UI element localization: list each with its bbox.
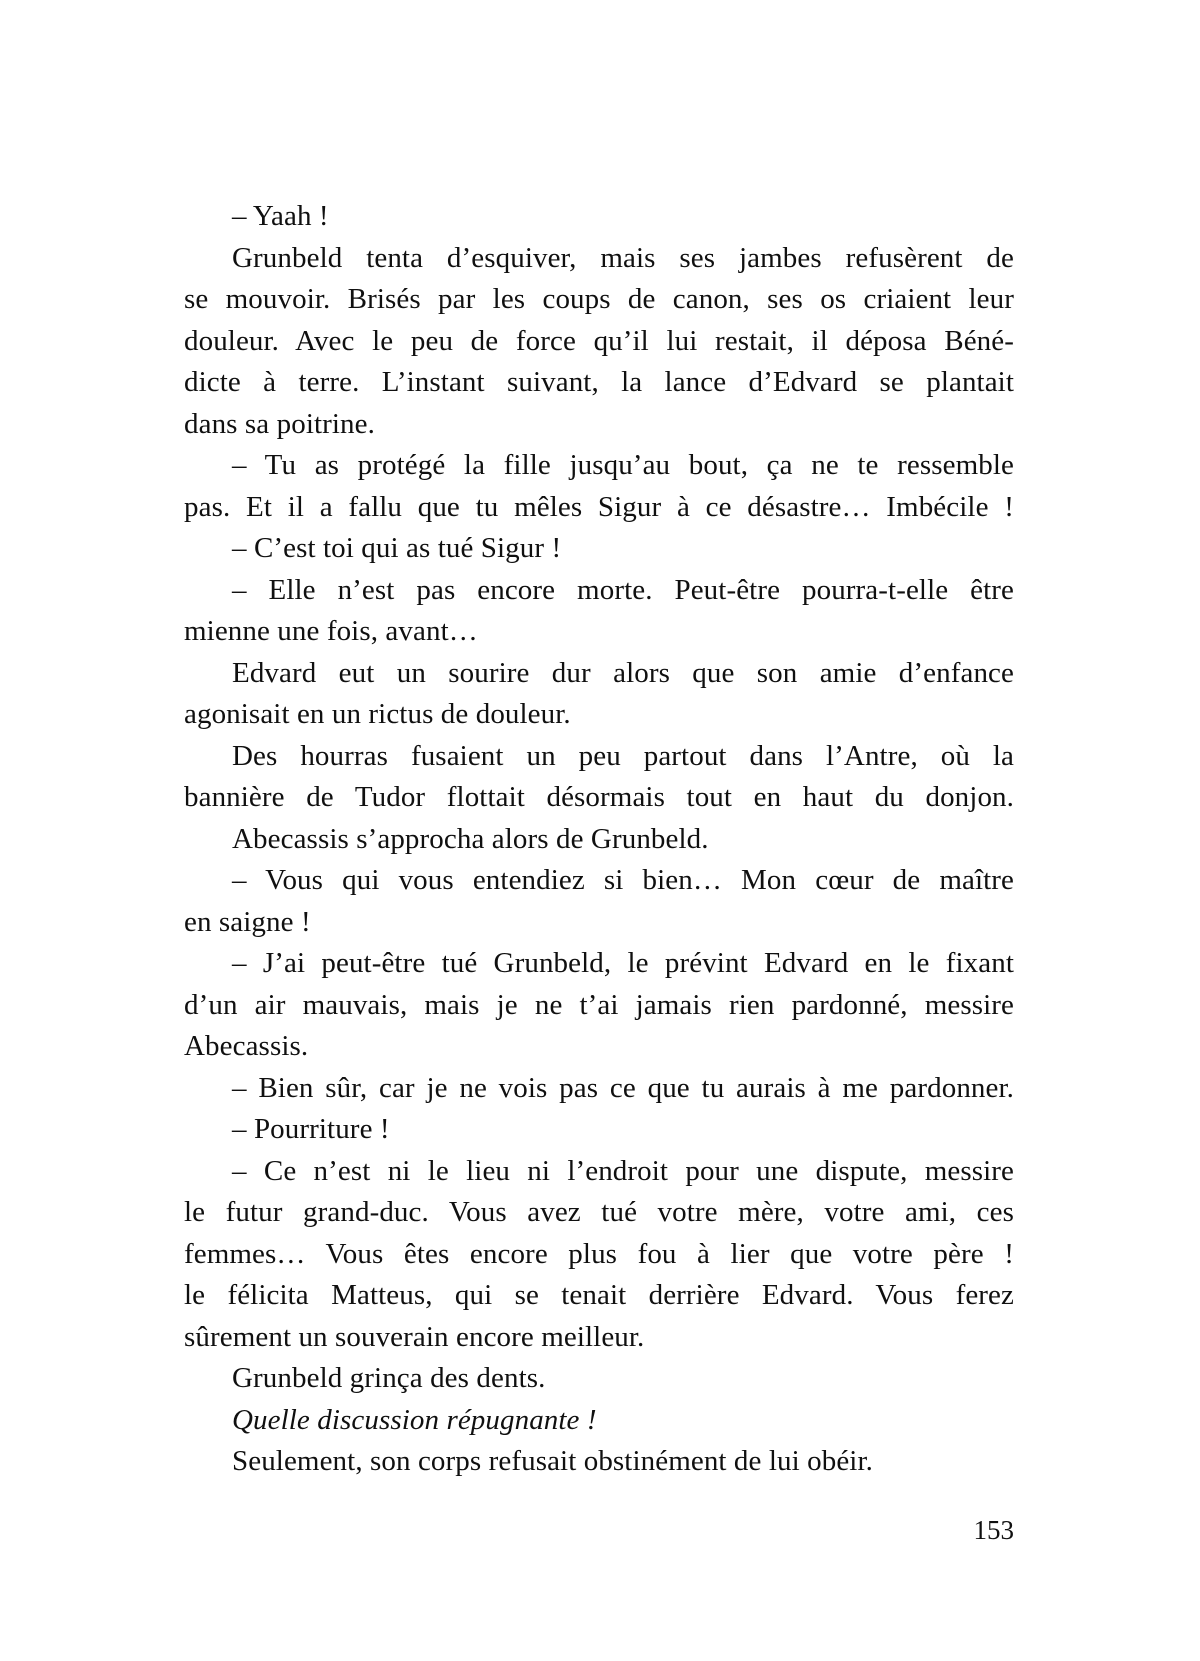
paragraph	[184, 1109, 1014, 1151]
text-line: pas. Et il a fallu que tu mêles Sigur à ce désastre… Imbécile !	[184, 490, 1014, 523]
text-line: sûrement un souverain encore meilleur.	[184, 1320, 645, 1353]
text-line: – Tu as protégé la fille jusqu’au bout, ça ne te ressemble	[232, 449, 1014, 481]
text-line: Grunbeld tenta d’esquiver, mais ses jambes refusèrent de	[232, 241, 1014, 274]
text-line: bannière de Tudor flottait désormais tout en haut du donjon.	[184, 781, 1014, 813]
text-line: le félicita Matteus, qui se tenait derrière Edvard. Vous ferez	[184, 1279, 1014, 1311]
text-line: – J’ai peut-être tué Grunbeld, le prévint Edvard en le fixant	[232, 947, 1014, 979]
text-line: dicte à terre. L’instant suivant, la lance d’Edvard se plantait	[184, 366, 1014, 398]
text-line: agonisait en un rictus de douleur.	[184, 698, 571, 730]
text-line: Des hourras fusaient un peu partout dans l’Antre, où la	[232, 739, 1014, 772]
paragraph	[184, 653, 1014, 736]
text-line: Abecassis.	[184, 1030, 309, 1062]
page-text	[184, 196, 1014, 1483]
text-line: Grunbeld grinça des dents.	[232, 1362, 546, 1394]
paragraph	[184, 445, 1014, 528]
paragraph	[184, 1441, 1014, 1483]
text-line: le futur grand-duc. Vous avez tué votre mère, votre ami, ces	[184, 1196, 1014, 1228]
text-line: d’un air mauvais, mais je ne t’ai jamais rien pardonné, messire	[184, 988, 1014, 1021]
paragraph	[184, 196, 1014, 238]
paragraph	[184, 1358, 1014, 1400]
text-line: se mouvoir. Brisés par les coups de canon, ses os criaient leur	[184, 283, 1014, 315]
text-line: – Yaah !	[232, 200, 329, 232]
text-line: – Vous qui vous entendiez si bien… Mon cœur de maître	[232, 864, 1014, 896]
text-line: mienne une fois, avant…	[184, 615, 478, 647]
paragraph	[184, 1151, 1014, 1359]
text-line: – Bien sûr, car je ne vois pas ce que tu aurais à me pardonner.	[232, 1071, 1014, 1104]
paragraph-italic	[184, 1400, 1014, 1442]
paragraph	[184, 238, 1014, 446]
page-number: 153	[973, 1515, 1014, 1545]
text-line: dans sa poitrine.	[184, 407, 375, 440]
text-line: femmes… Vous êtes encore plus fou à lier que votre père !	[184, 1237, 1014, 1270]
paragraph	[184, 736, 1014, 819]
paragraph	[184, 943, 1014, 1068]
text-line: douleur. Avec le peu de force qu’il lui restait, il déposa Béné-	[184, 324, 1014, 357]
paragraph	[184, 860, 1014, 943]
text-line: – Ce n’est ni le lieu ni l’endroit pour une dispute, messire	[232, 1154, 1014, 1187]
text-line: – Pourriture !	[232, 1113, 390, 1145]
paragraph	[184, 570, 1014, 653]
text-line: en saigne !	[184, 905, 311, 938]
paragraph	[184, 819, 1014, 861]
paragraph	[184, 528, 1014, 570]
text-line: – Elle n’est pas encore morte. Peut-être pourra-t-elle être	[232, 573, 1014, 606]
text-line: Abecassis s’approcha alors de Grunbeld.	[232, 822, 709, 855]
paragraph	[184, 1068, 1014, 1110]
text-line: Quelle discussion répugnante !	[232, 1403, 597, 1436]
text-line: Seulement, son corps refusait obstinément de lui obéir.	[232, 1445, 873, 1477]
text-line: Edvard eut un sourire dur alors que son amie d’enfance	[232, 656, 1014, 689]
text-line: – C’est toi qui as tué Sigur !	[232, 532, 562, 564]
